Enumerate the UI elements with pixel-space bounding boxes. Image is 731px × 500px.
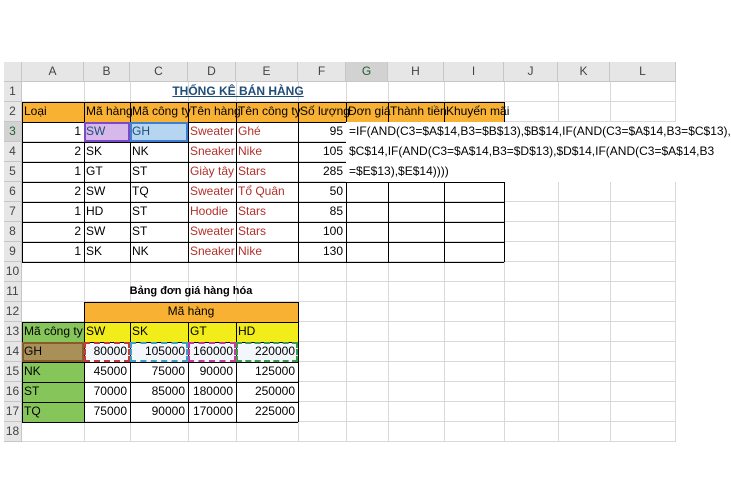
- row-header-3[interactable]: 3: [4, 122, 22, 142]
- column-header-h[interactable]: H: [388, 62, 444, 82]
- cell-ma-cong-ty[interactable]: GH: [132, 124, 150, 138]
- price-cell[interactable]: 160000: [192, 344, 233, 358]
- header-thanh-tien[interactable]: Thành tiền: [390, 104, 447, 118]
- cell-ten-cong-ty[interactable]: Tổ Quân: [238, 184, 285, 198]
- cell-ma-hang[interactable]: SW: [86, 184, 106, 198]
- cell-ma-cong-ty[interactable]: ST: [132, 164, 148, 178]
- row-header-18[interactable]: 18: [4, 422, 22, 442]
- formula-edit-line-2[interactable]: $C$14,IF(AND(C3=$A$14,B3=$D$13),$D$14,IF(AND(C3=$A$14,B3: [346, 142, 676, 162]
- product-header-hd[interactable]: HD: [238, 324, 256, 338]
- cell-ten-hang[interactable]: Sweater: [190, 224, 235, 238]
- header-ma-hang[interactable]: Mã hàng: [86, 104, 133, 118]
- price-cell[interactable]: 90000: [199, 364, 233, 378]
- column-header-f[interactable]: F: [298, 62, 346, 82]
- column-header-l[interactable]: L: [610, 62, 676, 82]
- row-header-12[interactable]: 12: [4, 302, 22, 322]
- cell-ten-cong-ty[interactable]: Nike: [238, 244, 263, 258]
- column-header-b[interactable]: B: [84, 62, 130, 82]
- cell-ten-cong-ty[interactable]: Ghé: [238, 124, 261, 138]
- cell-ten-hang[interactable]: Sneaker: [190, 144, 235, 158]
- cell-ma-hang[interactable]: GT: [86, 164, 103, 178]
- cell-so-luong[interactable]: 85: [329, 204, 343, 218]
- product-header-gt[interactable]: GT: [190, 324, 207, 338]
- price-cell[interactable]: 80000: [93, 344, 127, 358]
- cell-loai[interactable]: 2: [74, 224, 81, 238]
- row-header-1[interactable]: 1: [4, 82, 22, 102]
- price-cell[interactable]: 70000: [93, 384, 127, 398]
- cell-ten-cong-ty[interactable]: Stars: [238, 204, 267, 218]
- cell-ten-cong-ty[interactable]: Stars: [238, 224, 267, 238]
- sheet-title: THỐNG KÊ BÁN HÀNG: [172, 84, 304, 98]
- price-cell[interactable]: 90000: [151, 404, 185, 418]
- column-header-i[interactable]: I: [444, 62, 504, 82]
- header-ma-cong-ty[interactable]: Mã công ty: [132, 104, 191, 118]
- price-cell[interactable]: 45000: [93, 364, 127, 378]
- cell-ma-cong-ty[interactable]: NK: [132, 244, 149, 258]
- column-header-c[interactable]: C: [130, 62, 188, 82]
- header-so-luong[interactable]: Số lượng: [300, 104, 350, 118]
- product-header-sk[interactable]: SK: [132, 324, 149, 338]
- row-header-17[interactable]: 17: [4, 402, 22, 422]
- table-border: [22, 422, 298, 423]
- column-header-e[interactable]: E: [236, 62, 298, 82]
- column-header-a[interactable]: A: [22, 62, 84, 82]
- cell-so-luong[interactable]: 100: [322, 224, 343, 238]
- price-cell[interactable]: 180000: [192, 384, 233, 398]
- company-code[interactable]: TQ: [24, 404, 41, 418]
- cell-ten-hang[interactable]: Sweater: [190, 124, 235, 138]
- row-header-10[interactable]: 10: [4, 262, 22, 282]
- cell-ma-hang[interactable]: SK: [86, 244, 103, 258]
- cell-ten-hang[interactable]: Hoodie: [190, 204, 229, 218]
- cell-ten-hang[interactable]: Giày tây: [190, 164, 235, 178]
- row-header-16[interactable]: 16: [4, 382, 22, 402]
- column-header-d[interactable]: D: [188, 62, 236, 82]
- price-cell[interactable]: 220000: [254, 344, 295, 358]
- cell-so-luong[interactable]: 95: [329, 124, 343, 138]
- spreadsheet-grid[interactable]: [4, 62, 731, 442]
- company-code[interactable]: ST: [24, 384, 40, 398]
- table-border: [22, 262, 504, 263]
- price-cell[interactable]: 125000: [254, 364, 295, 378]
- row-header-9[interactable]: 9: [4, 242, 22, 262]
- cell-ma-cong-ty[interactable]: ST: [132, 224, 148, 238]
- header-ten-hang[interactable]: Tên hàng: [190, 104, 241, 118]
- cell-ma-hang[interactable]: SW: [86, 224, 106, 238]
- cell-loai[interactable]: 2: [74, 184, 81, 198]
- cell-ma-hang[interactable]: SK: [86, 144, 103, 158]
- price-cell[interactable]: 225000: [254, 404, 295, 418]
- row-header-13[interactable]: 13: [4, 322, 22, 342]
- cell-ten-hang[interactable]: Sweater: [190, 184, 235, 198]
- cell-ma-hang[interactable]: SW: [86, 124, 106, 138]
- cell-ten-hang[interactable]: Sneaker: [190, 244, 235, 258]
- row-header-15[interactable]: 15: [4, 362, 22, 382]
- gridline: [22, 441, 676, 442]
- cell-loai[interactable]: 1: [74, 164, 81, 178]
- price-cell[interactable]: 75000: [93, 404, 127, 418]
- row-header-7[interactable]: 7: [4, 202, 22, 222]
- cell-so-luong[interactable]: 130: [322, 244, 343, 258]
- cell-so-luong[interactable]: 50: [329, 184, 343, 198]
- row-header-11[interactable]: 11: [4, 282, 22, 302]
- product-header-sw[interactable]: SW: [86, 324, 106, 338]
- cell-ten-cong-ty[interactable]: Nike: [238, 144, 263, 158]
- select-all-corner[interactable]: [4, 62, 22, 82]
- row-header-5[interactable]: 5: [4, 162, 22, 182]
- row-header-4[interactable]: 4: [4, 142, 22, 162]
- column-header-k[interactable]: K: [558, 62, 610, 82]
- formula-edit-line-1[interactable]: =IF(AND(C3=$A$14,B3=$B$13),$B$14,IF(AND(C3=$A$14,B3=$C$13),: [346, 122, 676, 142]
- cell-loai[interactable]: 1: [74, 204, 81, 218]
- cell-ma-cong-ty[interactable]: TQ: [132, 184, 149, 198]
- formula-edit-line-3[interactable]: =$E$13),$E$14)))): [346, 162, 676, 182]
- cell-loai[interactable]: 1: [74, 124, 81, 138]
- cell-so-luong[interactable]: 285: [322, 164, 343, 178]
- price-cell[interactable]: 250000: [254, 384, 295, 398]
- price-cell[interactable]: 85000: [151, 384, 185, 398]
- row-header-8[interactable]: 8: [4, 222, 22, 242]
- price-table-title: Bảng đơn giá hàng hóa: [129, 285, 253, 297]
- header-don-gia[interactable]: Đơn giá: [348, 104, 391, 118]
- cell-so-luong[interactable]: 105: [322, 144, 343, 158]
- cell-ma-hang[interactable]: HD: [86, 204, 104, 218]
- price-cell[interactable]: 170000: [192, 404, 233, 418]
- price-corner-header[interactable]: Mã công ty: [24, 324, 83, 338]
- header-ten-cong-ty[interactable]: Tên công ty: [238, 104, 301, 118]
- price-cell[interactable]: 105000: [144, 344, 185, 358]
- price-group-header[interactable]: Mã hàng: [167, 304, 215, 318]
- row-header-2[interactable]: 2: [4, 102, 22, 122]
- cell-loai[interactable]: 1: [74, 244, 81, 258]
- company-code[interactable]: NK: [24, 364, 41, 378]
- row-header-6[interactable]: 6: [4, 182, 22, 202]
- table-border: [298, 302, 299, 422]
- column-header-g[interactable]: G: [346, 62, 388, 82]
- cell-loai[interactable]: 2: [74, 144, 81, 158]
- row-header-14[interactable]: 14: [4, 342, 22, 362]
- cell-ma-cong-ty[interactable]: NK: [132, 144, 149, 158]
- company-code[interactable]: GH: [24, 344, 42, 358]
- column-header-j[interactable]: J: [504, 62, 558, 82]
- price-cell[interactable]: 75000: [151, 364, 185, 378]
- cell-ten-cong-ty[interactable]: Stars: [238, 164, 267, 178]
- header-loai[interactable]: Loại: [24, 104, 47, 118]
- cell-ma-cong-ty[interactable]: ST: [132, 204, 148, 218]
- header-khuyen-mai[interactable]: Khuyến mãi: [446, 104, 510, 118]
